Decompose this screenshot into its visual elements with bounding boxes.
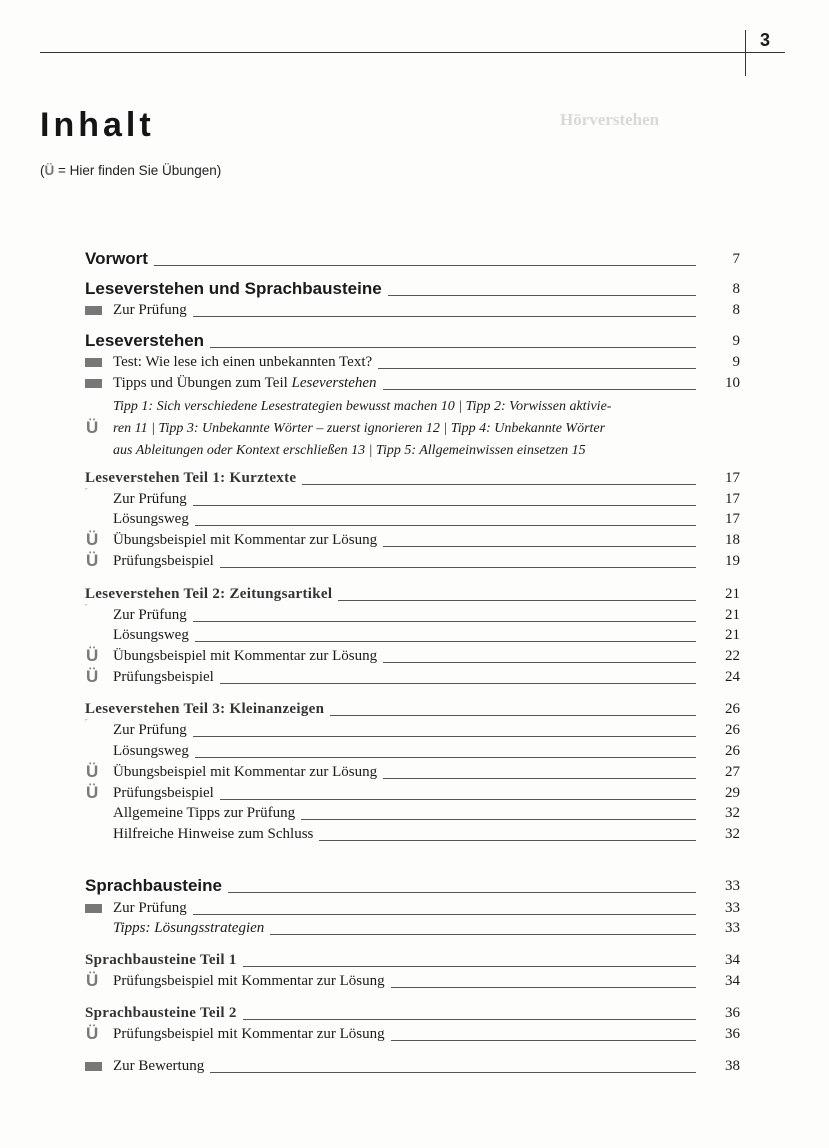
section-square-icon	[85, 379, 102, 388]
tips-line: aus Ableitungen oder Kontext erschließen 13 | Tipp 5: Allgemeinwissen einsetzen 15	[113, 443, 586, 458]
toc-entry-label: Prüfungsbeispiel mit Kommentar zur Lösung	[113, 971, 391, 991]
toc-entry-page: 9	[732, 333, 740, 349]
toc-entry[interactable]	[0, 803, 829, 823]
toc-entry-page: 7	[732, 251, 740, 267]
toc-entry-page: 26	[725, 701, 740, 717]
exercise-icon: Ü	[86, 646, 99, 665]
section-square-icon	[85, 1062, 102, 1071]
toc-entry[interactable]	[0, 509, 829, 529]
exercise-icon: Ü	[86, 971, 99, 990]
toc-entry-label: Lösungsweg	[113, 741, 195, 761]
toc-entry-label: Zur Bewertung	[113, 1056, 210, 1076]
section-square-icon	[85, 358, 102, 367]
toc-entry-page: 33	[725, 878, 740, 894]
toc-entry-label: Prüfungsbeispiel	[113, 551, 220, 571]
toc-entry[interactable]	[0, 876, 829, 896]
toc-entry-page: 17	[725, 511, 740, 527]
exercise-icon: Ü	[44, 163, 55, 178]
toc-entry-page: 33	[725, 900, 740, 916]
toc-entry[interactable]	[0, 824, 829, 844]
legend: (Ü = Hier finden Sie Übungen)	[40, 163, 222, 178]
toc-entry-label: Leseverstehen	[85, 331, 210, 351]
toc-entry-label: Übungsbeispiel mit Kommentar zur Lösung	[113, 646, 383, 666]
toc-entry-label: Übungsbeispiel mit Kommentar zur Lösung	[113, 762, 383, 782]
leader-line	[123, 757, 696, 758]
toc-entry-label: Sprachbausteine	[85, 876, 228, 896]
toc-entry[interactable]	[0, 551, 829, 571]
toc-entry-page: 19	[725, 553, 740, 569]
leader-line	[123, 525, 696, 526]
toc-entry-label: Zur Prüfung	[113, 300, 193, 320]
exercise-icon: Ü	[86, 530, 99, 549]
toc-entry[interactable]	[0, 1056, 829, 1076]
toc-entry-page: 29	[725, 785, 740, 801]
toc-entry-label: Prüfungsbeispiel mit Kommentar zur Lösung	[113, 1024, 391, 1044]
legend-text: = Hier finden Sie Übungen)	[58, 163, 222, 178]
toc-entry-label: Tipps und Übungen zum Teil Leseverstehen	[113, 373, 383, 393]
toc-entry-label: Leseverstehen und Sprachbausteine	[85, 279, 388, 299]
toc-entry-page: 22	[725, 648, 740, 664]
toc-entry-page: 21	[725, 586, 740, 602]
toc-entry[interactable]	[0, 667, 829, 687]
toc-entry[interactable]	[0, 625, 829, 645]
leader-line	[123, 641, 696, 642]
toc-entry[interactable]	[0, 468, 829, 488]
toc-entry-label: Test: Wie lese ich einen unbekannten Text?	[113, 352, 378, 372]
toc-entry-label: Allgemeine Tipps zur Prüfung	[113, 803, 301, 823]
tips-block	[113, 396, 713, 462]
toc-entry[interactable]	[0, 783, 829, 803]
toc-entry[interactable]	[0, 279, 829, 299]
toc-entry-page: 34	[725, 973, 740, 989]
toc-entry-label: Zur Prüfung	[113, 489, 193, 509]
ghost-show-through: Hörverstehen	[560, 110, 660, 129]
toc-entry-page: 33	[725, 920, 740, 936]
toc-entry-label: Prüfungsbeispiel	[113, 667, 220, 687]
toc-entry-label: Zur Prüfung	[113, 898, 193, 918]
toc-entry-label: Lösungsweg	[113, 625, 195, 645]
toc-entry-page: 36	[725, 1026, 740, 1042]
toc-entry-page: 26	[725, 722, 740, 738]
toc-entry[interactable]	[0, 950, 829, 970]
page-number: 3	[760, 30, 771, 50]
toc-entry-page: 8	[732, 302, 740, 318]
toc-entry[interactable]	[0, 741, 829, 761]
toc-entry-label: Sprachbausteine Teil 2	[85, 1003, 243, 1023]
toc-entry[interactable]	[0, 762, 829, 782]
exercise-icon: Ü	[86, 762, 99, 781]
toc-entry-page: 10	[725, 375, 740, 391]
toc-entry-page: 21	[725, 627, 740, 643]
toc-entry[interactable]	[0, 699, 829, 719]
toc-entry-label: Prüfungsbeispiel	[113, 783, 220, 803]
leader-line	[95, 265, 696, 266]
leader-line	[123, 914, 696, 915]
toc-entry-label: Vorwort	[85, 249, 154, 269]
toc-entry[interactable]	[0, 489, 829, 509]
toc-entry-page: 36	[725, 1005, 740, 1021]
toc-entry-page: 32	[725, 805, 740, 821]
toc-entry[interactable]	[0, 1003, 829, 1023]
toc-entry-page: 24	[725, 669, 740, 685]
toc-entry[interactable]	[0, 584, 829, 604]
exercise-icon: Ü	[86, 1024, 99, 1043]
toc-entry-label: Leseverstehen Teil 2: Zeitungsartikel	[85, 584, 338, 604]
leader-line	[123, 736, 696, 737]
toc-entry-label: Leseverstehen Teil 3: Kleinanzeigen	[85, 699, 330, 719]
toc-entry-label: Tipps: Lösungsstrategien	[113, 918, 270, 938]
toc-entry-page: 18	[725, 532, 740, 548]
leader-line	[123, 505, 696, 506]
section-square-icon	[85, 306, 102, 315]
toc-entry-page: 17	[725, 470, 740, 486]
toc-entry[interactable]	[0, 918, 829, 938]
toc-entry[interactable]	[0, 352, 829, 372]
leader-line	[123, 316, 696, 317]
toc-entry-page: 34	[725, 952, 740, 968]
exercise-icon: Ü	[86, 418, 99, 437]
toc-entry[interactable]	[0, 898, 829, 918]
toc-entry-page: 38	[725, 1058, 740, 1074]
section-square-icon	[85, 904, 102, 913]
toc-entry-label: Lösungsweg	[113, 509, 195, 529]
toc-entry[interactable]	[0, 331, 829, 351]
tips-line: ren 11 | Tipp 3: Unbekannte Wörter – zuerst ignorieren 12 | Tipp 4: Unbekannte Wörter	[113, 421, 606, 436]
toc-entry-page: 21	[725, 607, 740, 623]
exercise-icon: Ü	[86, 551, 99, 570]
toc-entry[interactable]	[0, 300, 829, 320]
toc-entry-page: 32	[725, 826, 740, 842]
toc-entry-page: 27	[725, 764, 740, 780]
toc-entry-page: 8	[732, 281, 740, 297]
toc-entry[interactable]	[0, 971, 829, 991]
leader-line	[123, 621, 696, 622]
toc-entry[interactable]	[0, 373, 829, 393]
page-title: Inhalt	[40, 106, 155, 144]
exercise-icon: Ü	[86, 783, 99, 802]
toc-entry-page: 26	[725, 743, 740, 759]
toc-entry[interactable]	[0, 605, 829, 625]
toc-entry[interactable]	[0, 530, 829, 550]
toc-entry[interactable]	[0, 646, 829, 666]
toc-entry-label: Leseverstehen Teil 1: Kurztexte	[85, 468, 302, 488]
toc-entry-page: 17	[725, 491, 740, 507]
toc-entry-label: Zur Prüfung	[113, 605, 193, 625]
toc-entry-page: 9	[732, 354, 740, 370]
toc-entry-label: Hilfreiche Hinweise zum Schluss	[113, 824, 319, 844]
toc-entry[interactable]	[0, 249, 829, 269]
tips-line: Tipp 1: Sich verschiedene Lesestrategien bewusst machen 10 | Tipp 2: Vorwissen aktivie-	[113, 399, 612, 414]
toc-entry-label: Übungsbeispiel mit Kommentar zur Lösung	[113, 530, 383, 550]
toc-entry[interactable]	[0, 720, 829, 740]
exercise-icon: Ü	[86, 667, 99, 686]
toc-entry-label: Zur Prüfung	[113, 720, 193, 740]
toc-entry[interactable]	[0, 1024, 829, 1044]
toc-entry-label: Sprachbausteine Teil 1	[85, 950, 243, 970]
